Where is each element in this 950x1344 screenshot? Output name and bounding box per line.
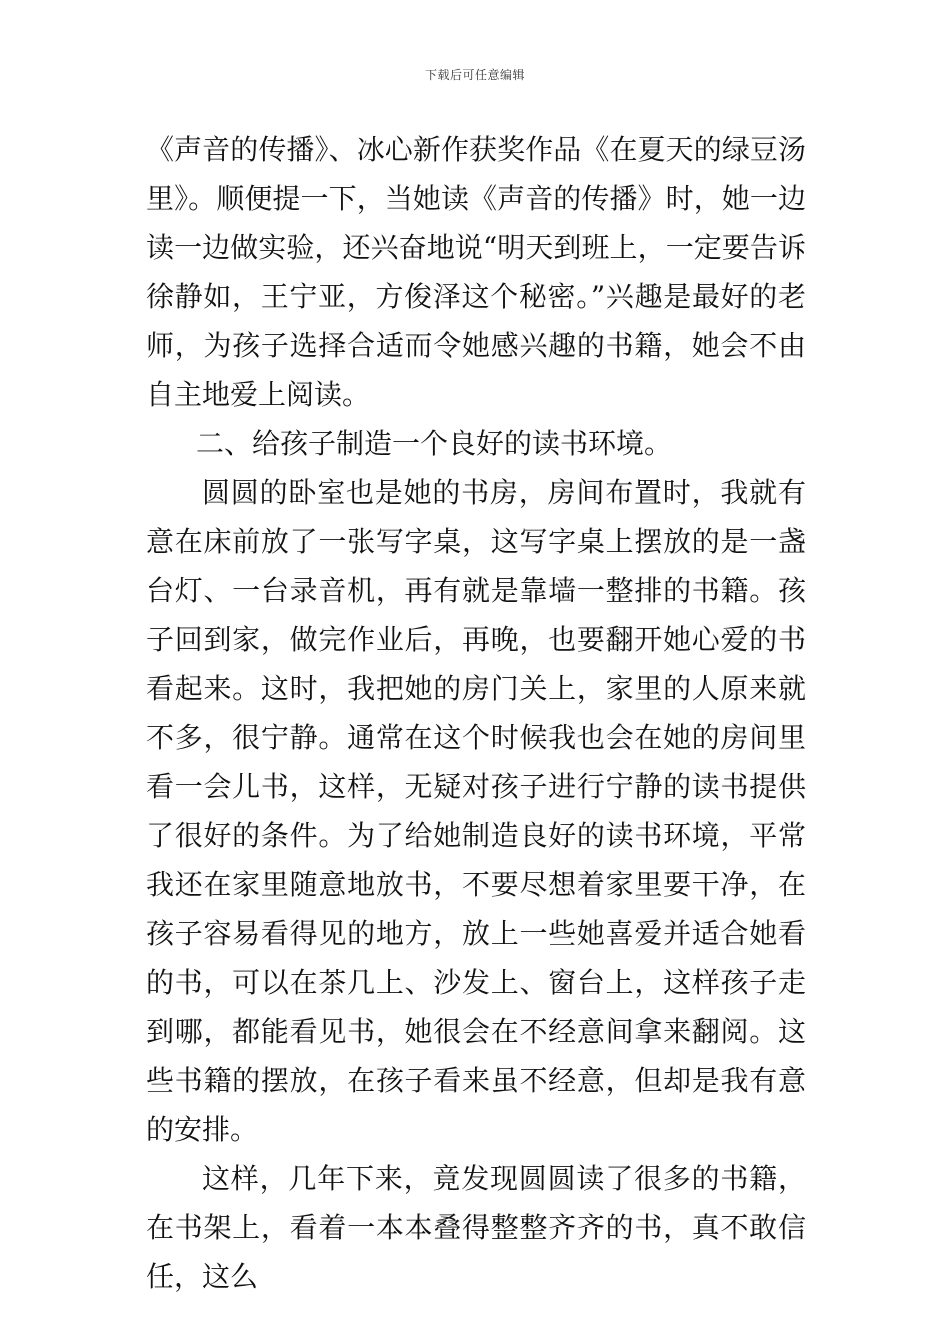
paragraph-continued: 《声音的传播》、冰心新作获奖作品《在夏天的绿豆汤里》。顺便提一下，当她读《声音的传播》时，她一边读一边做实验，还兴奋地说“明天到班上，一定要告诉徐静如，王宁亚，方俊泽这个秘密。”兴趣是最好的老师，为孩子选择合适而令她感兴趣的书籍，她会不由自主地爱上阅读。 [146,133,806,411]
section-heading: 二、给孩子制造一个良好的读书环境。 [196,427,673,460]
document-body [146,125,806,1301]
paragraph-results: 这样，几年下来，竟发现圆圆读了很多的书籍，在书架上，看着一本本叠得整整齐齐的书，真不敢信任，这么 [146,1162,806,1293]
page-header-note: 下载后可任意编辑 [424,68,525,82]
paragraph-reading-environment: 圆圆的卧室也是她的书房，房间布置时，我就有意在床前放了一张写字桌，这写字桌上摆放的是一盏台灯、一台录音机，再有就是靠墙一整排的书籍。孩子回到家，做完作业后，再晚，也要翻开她心爱的书看起来。这时，我把她的房门关上，家里的人原来就不多，很宁静。通常在这个时候我也会在她的房间里看一会儿书，这样，无疑对孩子进行宁静的读书提供了很好的条件。为了给她制造良好的读书环境，平常我还在家里随意地放书，不要尽想着家里要干净，在孩子容易看得见的地方，放上一些她喜爱并适合她看的书，可以在茶几上、沙发上、窗台上，这样孩子走到哪，都能看见书，她很会在不经意间拿来翻阅。这些书籍的摆放，在孩子看来虽不经意，但却是我有意的安排。 [146,476,806,1146]
